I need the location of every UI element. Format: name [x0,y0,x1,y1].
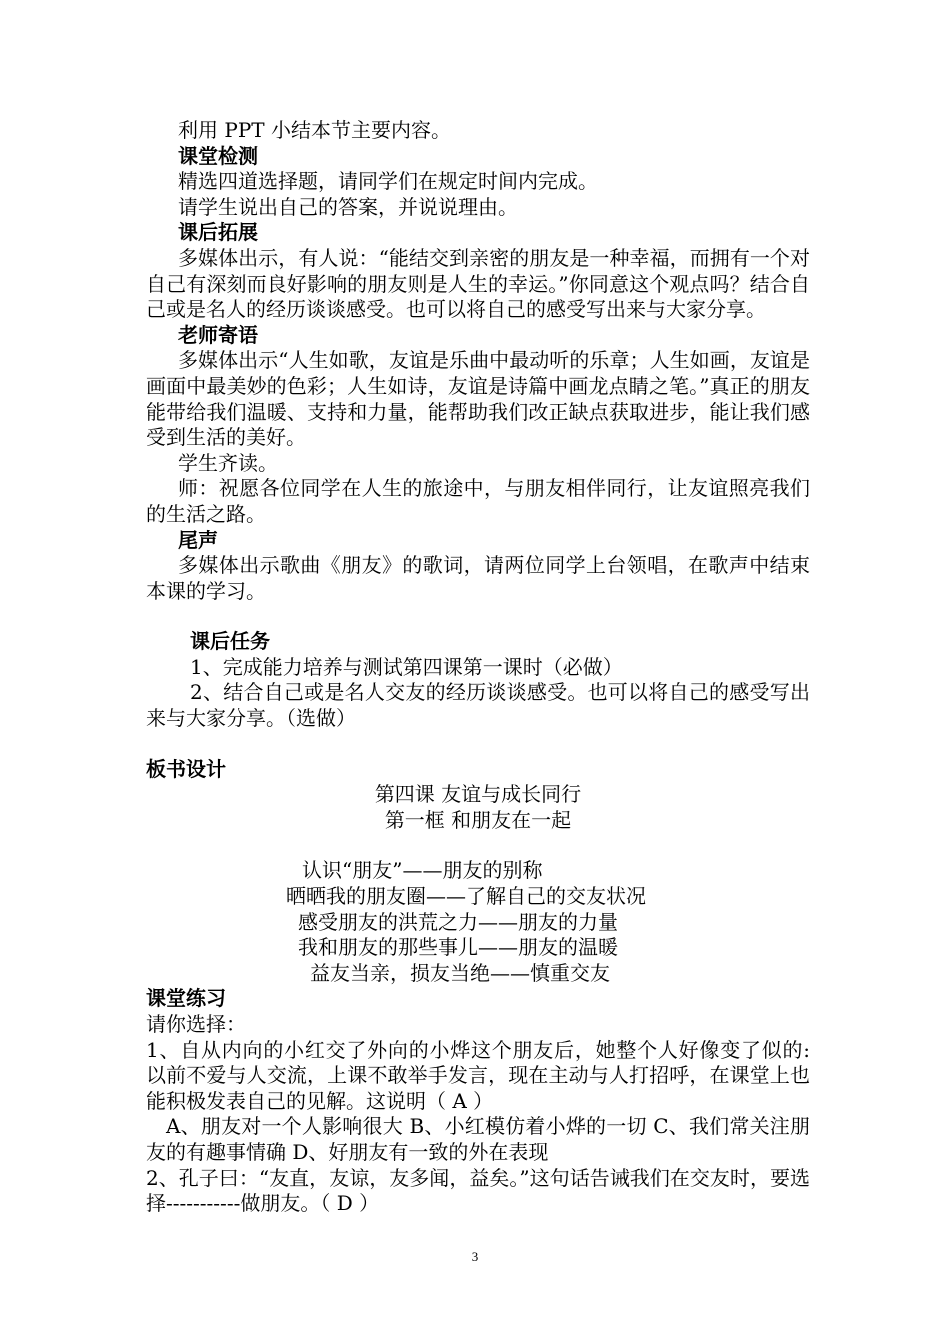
board-point-4: 我和朋友的那些事儿——朋友的温暖 [298,935,618,960]
summary-line: 利用 PPT 小结本节主要内容。 [178,118,451,142]
heading-class-practice: 课堂练习 [146,986,226,1011]
board-point-1: 认识“朋友”——朋友的别称 [302,858,543,883]
question-1-options: A、朋友对一个人影响很大 B、小红模仿着小烨的一切 C、我们常关注朋友的有趣事情确 D、好朋友有一致的外在表现 [146,1114,810,1164]
board-point-5: 益友当亲，损友当绝——慎重交友 [310,960,610,985]
page-number: 3 [471,1249,479,1264]
homework-item-1: 1、完成能力培养与测试第四课第一课时（必做） [190,654,623,679]
homework-item-2: 2、结合自己或是名人交友的经历谈谈感受。也可以将自己的感受写出来与大家分享。（选做） [146,680,810,731]
heading-homework: 课后任务 [190,629,270,654]
document-page [146,118,810,1217]
heading-after-class-extension: 课后拓展 [178,220,258,245]
students-read-line: 学生齐读。 [178,450,278,475]
teacher-message-paragraph: 多媒体出示“人生如歌，友谊是乐曲中最动听的乐章；人生如画，友谊是画面中最美妙的色彩；人生如诗，友谊是诗篇中画龙点睛之笔。”真正的朋友能带给我们温暖、支持和力量，能帮助我们改正缺点获取进步，能让我们感受到生活的美好。 [146,348,810,450]
heading-board-design: 板书设计 [146,756,226,781]
board-point-2: 晒晒我的朋友圈——了解自己的交友状况 [286,884,646,909]
heading-ending: 尾声 [178,527,218,552]
practice-instruction: 请你选择： [146,1012,246,1036]
heading-class-check: 课堂检测 [178,143,258,168]
board-point-3: 感受朋友的洪荒之力——朋友的力量 [298,909,618,934]
check-line-2: 请学生说出自己的答案，并说说理由。 [178,194,518,219]
heading-teacher-message: 老师寄语 [178,322,258,347]
board-title-section: 第一框 和朋友在一起 [384,807,572,832]
teacher-wish-paragraph: 师：祝愿各位同学在人生的旅途中，与朋友相伴同行，让友谊照亮我们的生活之路。 [146,476,810,526]
board-title-lesson: 第四课 友谊与成长同行 [374,782,582,807]
question-1: 1、自从内向的小红交了外向的小烨这个朋友后，她整个人好像变了似的: 以前不爱与人交流，上课不敢举手发言，现在主动与人打招呼，在课堂上也能积极发表自己的见解。这说明（ A ） [146,1037,810,1113]
question-2: 2、孔子曰：“友直，友谅，友多闻，益矣。”这句话告诫我们在交友时，要选择-----------做朋友。（ D ） [146,1165,810,1216]
extension-paragraph: 多媒体出示，有人说：“能结交到亲密的朋友是一种幸福，而拥有一个对自己有深刻而良好影响的朋友则是人生的幸运。”你同意这个观点吗？结合自己或是名人的经历谈谈感受。也可以将自己的感受写出来与大家分享。 [146,245,810,322]
ending-paragraph: 多媒体出示歌曲《朋友》的歌词，请两位同学上台领唱，在歌声中结束本课的学习。 [146,553,810,603]
check-line-1: 精选四道选择题，请同学们在规定时间内完成。 [178,169,598,194]
